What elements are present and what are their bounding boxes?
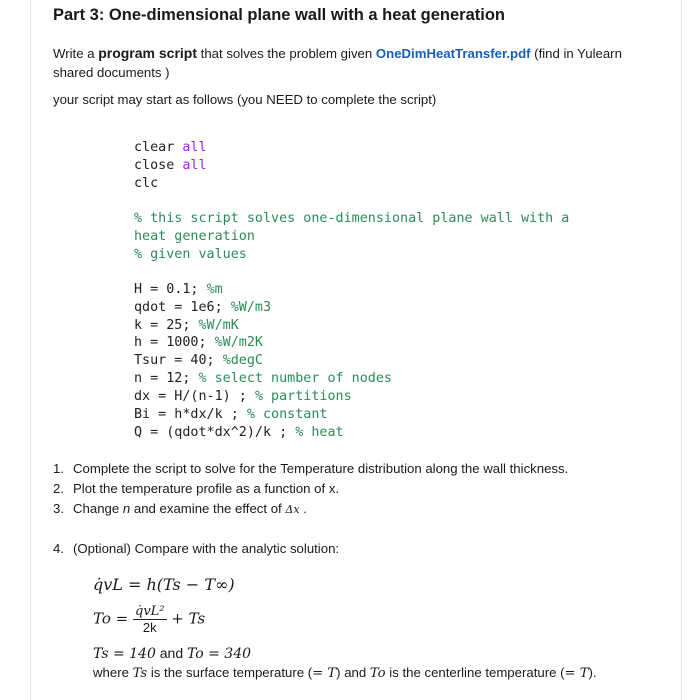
code-line-h-coef xyxy=(134,334,263,352)
eq-denominator: 2k xyxy=(142,620,157,635)
task-var-dx: Δx xyxy=(285,503,300,516)
code-line-dx xyxy=(134,388,352,406)
where-t2: = T xyxy=(564,666,589,681)
intro-post: (find in Yulearn shared documents ) xyxy=(53,46,622,80)
eq-numerator: q̇vL² xyxy=(135,604,165,619)
task-text: Change xyxy=(73,501,123,516)
code-comment-2: heat generation xyxy=(134,229,255,244)
task-2 xyxy=(53,481,339,496)
eq-to-value: To = 340 xyxy=(187,646,252,662)
code-keyword: all xyxy=(182,140,207,155)
code-line-qdot xyxy=(134,299,271,317)
where-ts: Ts xyxy=(132,666,148,681)
code-stmt: dx = H/(n-1) ; xyxy=(134,389,255,404)
task-text: Plot the temperature profile as a function of x. xyxy=(73,481,340,496)
code-stmt: Tsur = 40; xyxy=(134,353,223,368)
page-title: Part 3: One-dimensional plane wall with a heat generation xyxy=(53,6,506,24)
eq-ts-value: Ts = 140 xyxy=(93,646,156,662)
code-line-k xyxy=(134,317,239,335)
where-text: where xyxy=(93,665,133,680)
code-comment-3: % given values xyxy=(134,247,247,262)
code-comment: %W/m2K xyxy=(214,335,263,350)
code-cmd: clear xyxy=(134,140,183,155)
code-stmt: H = 0.1; xyxy=(134,282,207,297)
intro-paragraph xyxy=(53,44,653,82)
code-stmt: qdot = 1e6; xyxy=(134,300,231,315)
eq-rhs: + Ts xyxy=(171,609,206,628)
code-stmt: Bi = h*dx/k ; xyxy=(134,407,247,422)
intro-bold: program script xyxy=(98,45,198,61)
code-line-close xyxy=(134,157,207,175)
eq-lhs: To = xyxy=(93,609,129,628)
task-text: and examine the effect of xyxy=(130,501,286,516)
code-line-h xyxy=(134,281,223,299)
task-4 xyxy=(53,541,339,556)
code-line-clc: clc xyxy=(134,176,159,191)
where-text: ). xyxy=(588,665,597,680)
code-comment: %W/mK xyxy=(198,318,239,333)
where-text: is the surface temperature ( xyxy=(147,665,313,680)
task-number: 3. xyxy=(53,501,64,516)
code-comment: %W/m3 xyxy=(230,300,272,315)
intro-line2: your script may start as follows (you NEED to complete the script) xyxy=(53,92,437,107)
task-number: 1. xyxy=(53,461,64,476)
eq-fraction xyxy=(133,604,167,635)
code-stmt: h = 1000; xyxy=(134,335,215,350)
code-stmt: Q = (qdot*dx^2)/k ; xyxy=(134,425,296,440)
task-1 xyxy=(53,461,568,476)
code-comment: % constant xyxy=(246,407,328,422)
pdf-link[interactable]: OneDimHeatTransfer.pdf xyxy=(375,46,531,61)
code-keyword: all xyxy=(182,158,207,173)
code-comment-1: % this script solves one-dimensional plane wall with a xyxy=(134,211,570,226)
task-var-n: n xyxy=(122,501,131,516)
code-line-tsur xyxy=(134,352,263,370)
equation-values xyxy=(93,645,251,662)
equation-energy-balance: q̇vL = h(Ts − T∞) xyxy=(93,575,235,594)
task-text: (Optional) Compare with the analytic solution: xyxy=(73,541,340,556)
code-line-bi xyxy=(134,406,328,424)
code-line-clear xyxy=(134,139,207,157)
task-text: Complete the script to solve for the Temperature distribution along the wall thickness. xyxy=(73,461,569,476)
where-t1: = T xyxy=(312,666,337,681)
task-text: . xyxy=(299,501,307,516)
where-sentence xyxy=(93,665,597,681)
code-comment: %degC xyxy=(222,353,263,368)
code-comment: %m xyxy=(206,282,223,297)
code-line-q xyxy=(134,424,344,442)
task-number: 2. xyxy=(53,481,64,496)
task-3 xyxy=(53,501,307,516)
code-stmt: n = 12; xyxy=(134,371,199,386)
task-number: 4. xyxy=(53,541,64,556)
code-comment: % heat xyxy=(295,425,344,440)
code-comment: % select number of nodes xyxy=(198,371,392,386)
equation-centerline xyxy=(93,604,205,635)
code-comment: % partitions xyxy=(254,389,352,404)
intro-text: Write a xyxy=(53,46,99,61)
code-line-n xyxy=(134,370,392,388)
intro-mid: that solves the problem given xyxy=(197,46,376,61)
where-text: is the centerline temperature ( xyxy=(385,665,565,680)
eq-and: and xyxy=(155,645,187,661)
where-to: To xyxy=(369,666,386,681)
code-stmt: k = 25; xyxy=(134,318,199,333)
code-cmd: close xyxy=(134,158,183,173)
where-text: ) and xyxy=(336,665,370,680)
